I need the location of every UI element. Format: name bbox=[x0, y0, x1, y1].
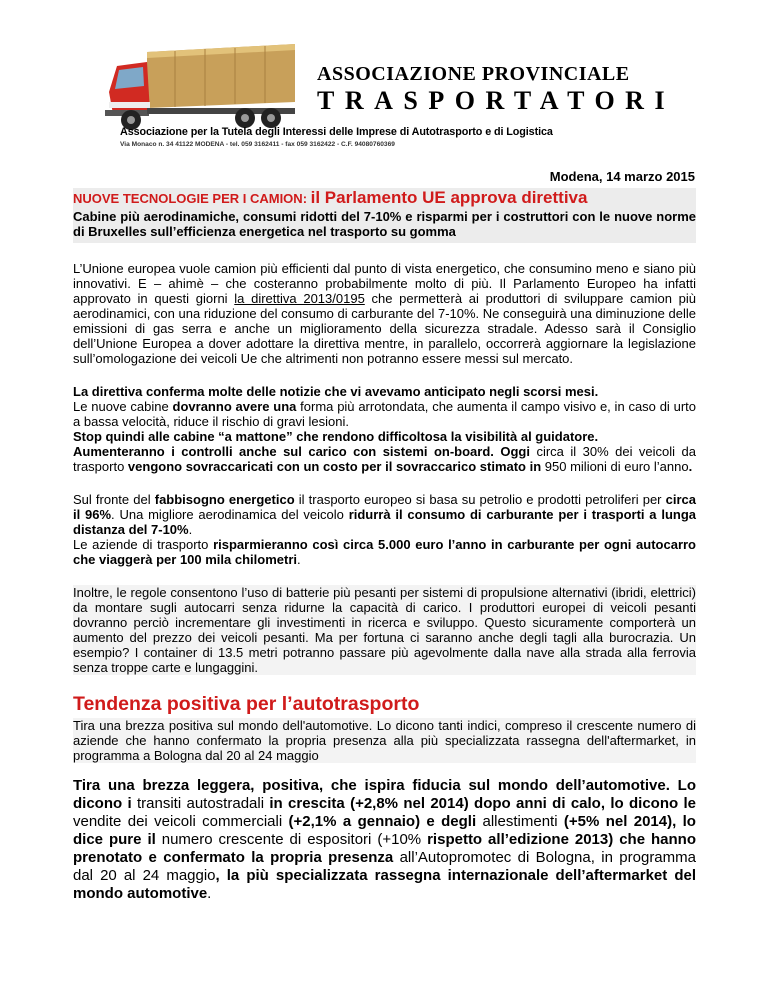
article1-paragraph1 bbox=[73, 261, 696, 366]
article1-title-main: il Parlamento UE approva direttiva bbox=[310, 188, 588, 207]
letterhead bbox=[95, 40, 705, 160]
org-tagline: Associazione per la Tutela degli Interessi delle Imprese di Autotrasporto e di Logistica bbox=[120, 126, 553, 138]
p2-s3-text: circa il 30% dei veicoli da trasporto bbox=[73, 444, 696, 474]
a2-e: (+2,1% a gennaio) e degli bbox=[288, 813, 477, 830]
article2-title: Tendenza positiva per l’autotrasporto bbox=[73, 693, 420, 715]
document-body bbox=[73, 188, 696, 903]
a2-j: all’Autopromotec di Bologna, in programma dal 20 al 24 maggio bbox=[73, 849, 696, 884]
article1-paragraph4: Inoltre, le regole consentono l’uso di batterie più pesanti per sistemi di propulsione alternativi (ibridi, elettrici) da montare sugli autocarri senza ridurne la capacità di carico. I produttori europei di veicoli pesanti dovranno perciò incrementare gli investimenti in ricerca e sviluppo. Questo sicuramente comporterà un aumento del prezzo dei veicoli pesanti. Ma per fortuna ci saranno anche degli tagli alla burocrazia. Un esempio? I container di 13.5 metri potranno passare più agevolmente dalla nave alla strada alla ferrovia senza troppe carte e lungaggini. bbox=[73, 585, 696, 675]
p2-s1: Le nuove cabine bbox=[73, 399, 173, 414]
article2-intro: Tira una brezza positiva sul mondo dell'automotive. Lo dicono tanti indici, compreso il crescente numero di aziende che hanno confermato la propria presenza alla più specializzata rassegna dell'aftermarket, in programma a Bologna dal 20 al 24 maggio bbox=[73, 718, 696, 763]
p3-f: ridurrà il consumo di carburante per i trasporti a lunga distanza del 7-10% bbox=[73, 507, 696, 537]
article1-title-prefix: NUOVE TECNOLOGIE PER I CAMION bbox=[73, 191, 303, 206]
p3-h: Le aziende di trasporto bbox=[73, 537, 214, 552]
a2-i: rispetto all’edizione 2013) che hanno prenotato e confermato la propria presenza bbox=[73, 831, 696, 866]
org-address: Via Monaco n. 34 41122 MODENA - tel. 059 3162411 - fax 059 3162422 - C.F. 94080760369 bbox=[120, 141, 395, 148]
article1-title-separator: : bbox=[302, 191, 311, 206]
p2-s1-rest: forma più arrotondata, che aumenta il campo visivo e, in caso di urto a bassa velocità, riduce il rischio di gravi lesioni. bbox=[73, 399, 696, 429]
article1-p1-text-a: L’Unione europea vuole camion più efficienti dal punto di vista energetico, che consumino meno e siano più innovativi. E – ahimè – che costeranno probabilmente molto di più. Il Parlamento Europeo ha infatti approvato in questi giorni bbox=[73, 261, 696, 306]
org-name-line1: ASSOCIAZIONE PROVINCIALE bbox=[317, 63, 630, 85]
p3-b: fabbisogno energetico bbox=[154, 492, 295, 507]
p3-i: risparmieranno così circa 5.000 euro l’anno in carburante per ogni autocarro che viaggerà per 100 mila chilometri bbox=[73, 537, 697, 567]
article1-title bbox=[73, 188, 696, 209]
article2-body bbox=[73, 777, 696, 903]
p3-d: circa il 96% bbox=[73, 492, 696, 522]
p3-c: il trasporto europeo si basa su petrolio e prodotti petroliferi per bbox=[294, 492, 666, 507]
p2-s3-bold: Aumenteranno i controlli anche sul carico con sistemi on-board. Oggi bbox=[73, 444, 530, 459]
document-date: Modena, 14 marzo 2015 bbox=[549, 169, 695, 184]
p2-s2: Stop quindi alle cabine “a mattone” che rendono difficoltosa la visibilità al guidatore. bbox=[73, 429, 599, 444]
p3-a: Sul fronte del bbox=[73, 492, 155, 507]
a2-k: , la più specializzata rassegna internazionale dell’aftermarket del mondo automotive bbox=[73, 867, 696, 902]
article1-paragraph3 bbox=[73, 492, 696, 567]
p2-s1-bold: dovranno avere una bbox=[172, 399, 297, 414]
a2-g: (+5% nel 2014), lo dice pure il bbox=[73, 813, 696, 848]
p3-g: . bbox=[188, 522, 193, 537]
a2-c: in crescita (+2,8% nel 2014) dopo anni di calo, lo dicono le bbox=[269, 795, 696, 812]
p2-s3-amount: 950 milioni di euro l’anno bbox=[541, 459, 689, 474]
article1-subtitle: Cabine più aerodinamiche, consumi ridotti del 7-10% e risparmi per i costruttori con le nuove norme di Bruxelles sull’efficienza energetica nel trasporto su gomma bbox=[73, 209, 696, 243]
p3-e: . Una migliore aerodinamica del veicolo bbox=[111, 507, 349, 522]
directive-link[interactable]: la direttiva 2013/0195 bbox=[234, 291, 365, 306]
a2-b: transiti autostradali bbox=[131, 795, 270, 812]
p2-s3-bold2: vengono sovraccaricati con un costo per il sovraccarico stimato in bbox=[127, 459, 542, 474]
a2-h: numero crescente di espositori (+10% bbox=[155, 831, 428, 848]
p2-lead: La direttiva conferma molte delle notizie che vi avevamo anticipato negli scorsi mesi. bbox=[73, 384, 599, 399]
p2-s3-end: . bbox=[688, 459, 693, 474]
article1-p1-text-b: che permetterà ai produttori di sviluppare camion più aerodinamici, con una riduzione del consumo di carburante del 7-10%. Ne conseguirà una diminuzione delle emissioni di gas serra e anche un miglioramento della sicurezza stradale. Adesso sarà il Consiglio dell’Unione Europea a dover adottare la direttiva mentre, in parallelo, occorrerà aggiornare la legislazione sull’omologazione dei veicoli Ue che altrimenti non potranno essere messi sul mercato. bbox=[73, 291, 696, 366]
a2-d: vendite dei veicoli commerciali bbox=[73, 813, 289, 830]
org-name-line2: TRASPORTATORI bbox=[317, 86, 676, 115]
article1-paragraph2 bbox=[73, 384, 696, 474]
a2-a: Tira una brezza leggera, positiva, che ispira fiducia sul mondo dell’automotive. Lo dicono i bbox=[73, 777, 696, 812]
truck-icon bbox=[95, 40, 300, 140]
a2-l: . bbox=[207, 885, 212, 902]
p3-j: . bbox=[297, 552, 301, 567]
a2-f: allestimenti bbox=[476, 813, 564, 830]
